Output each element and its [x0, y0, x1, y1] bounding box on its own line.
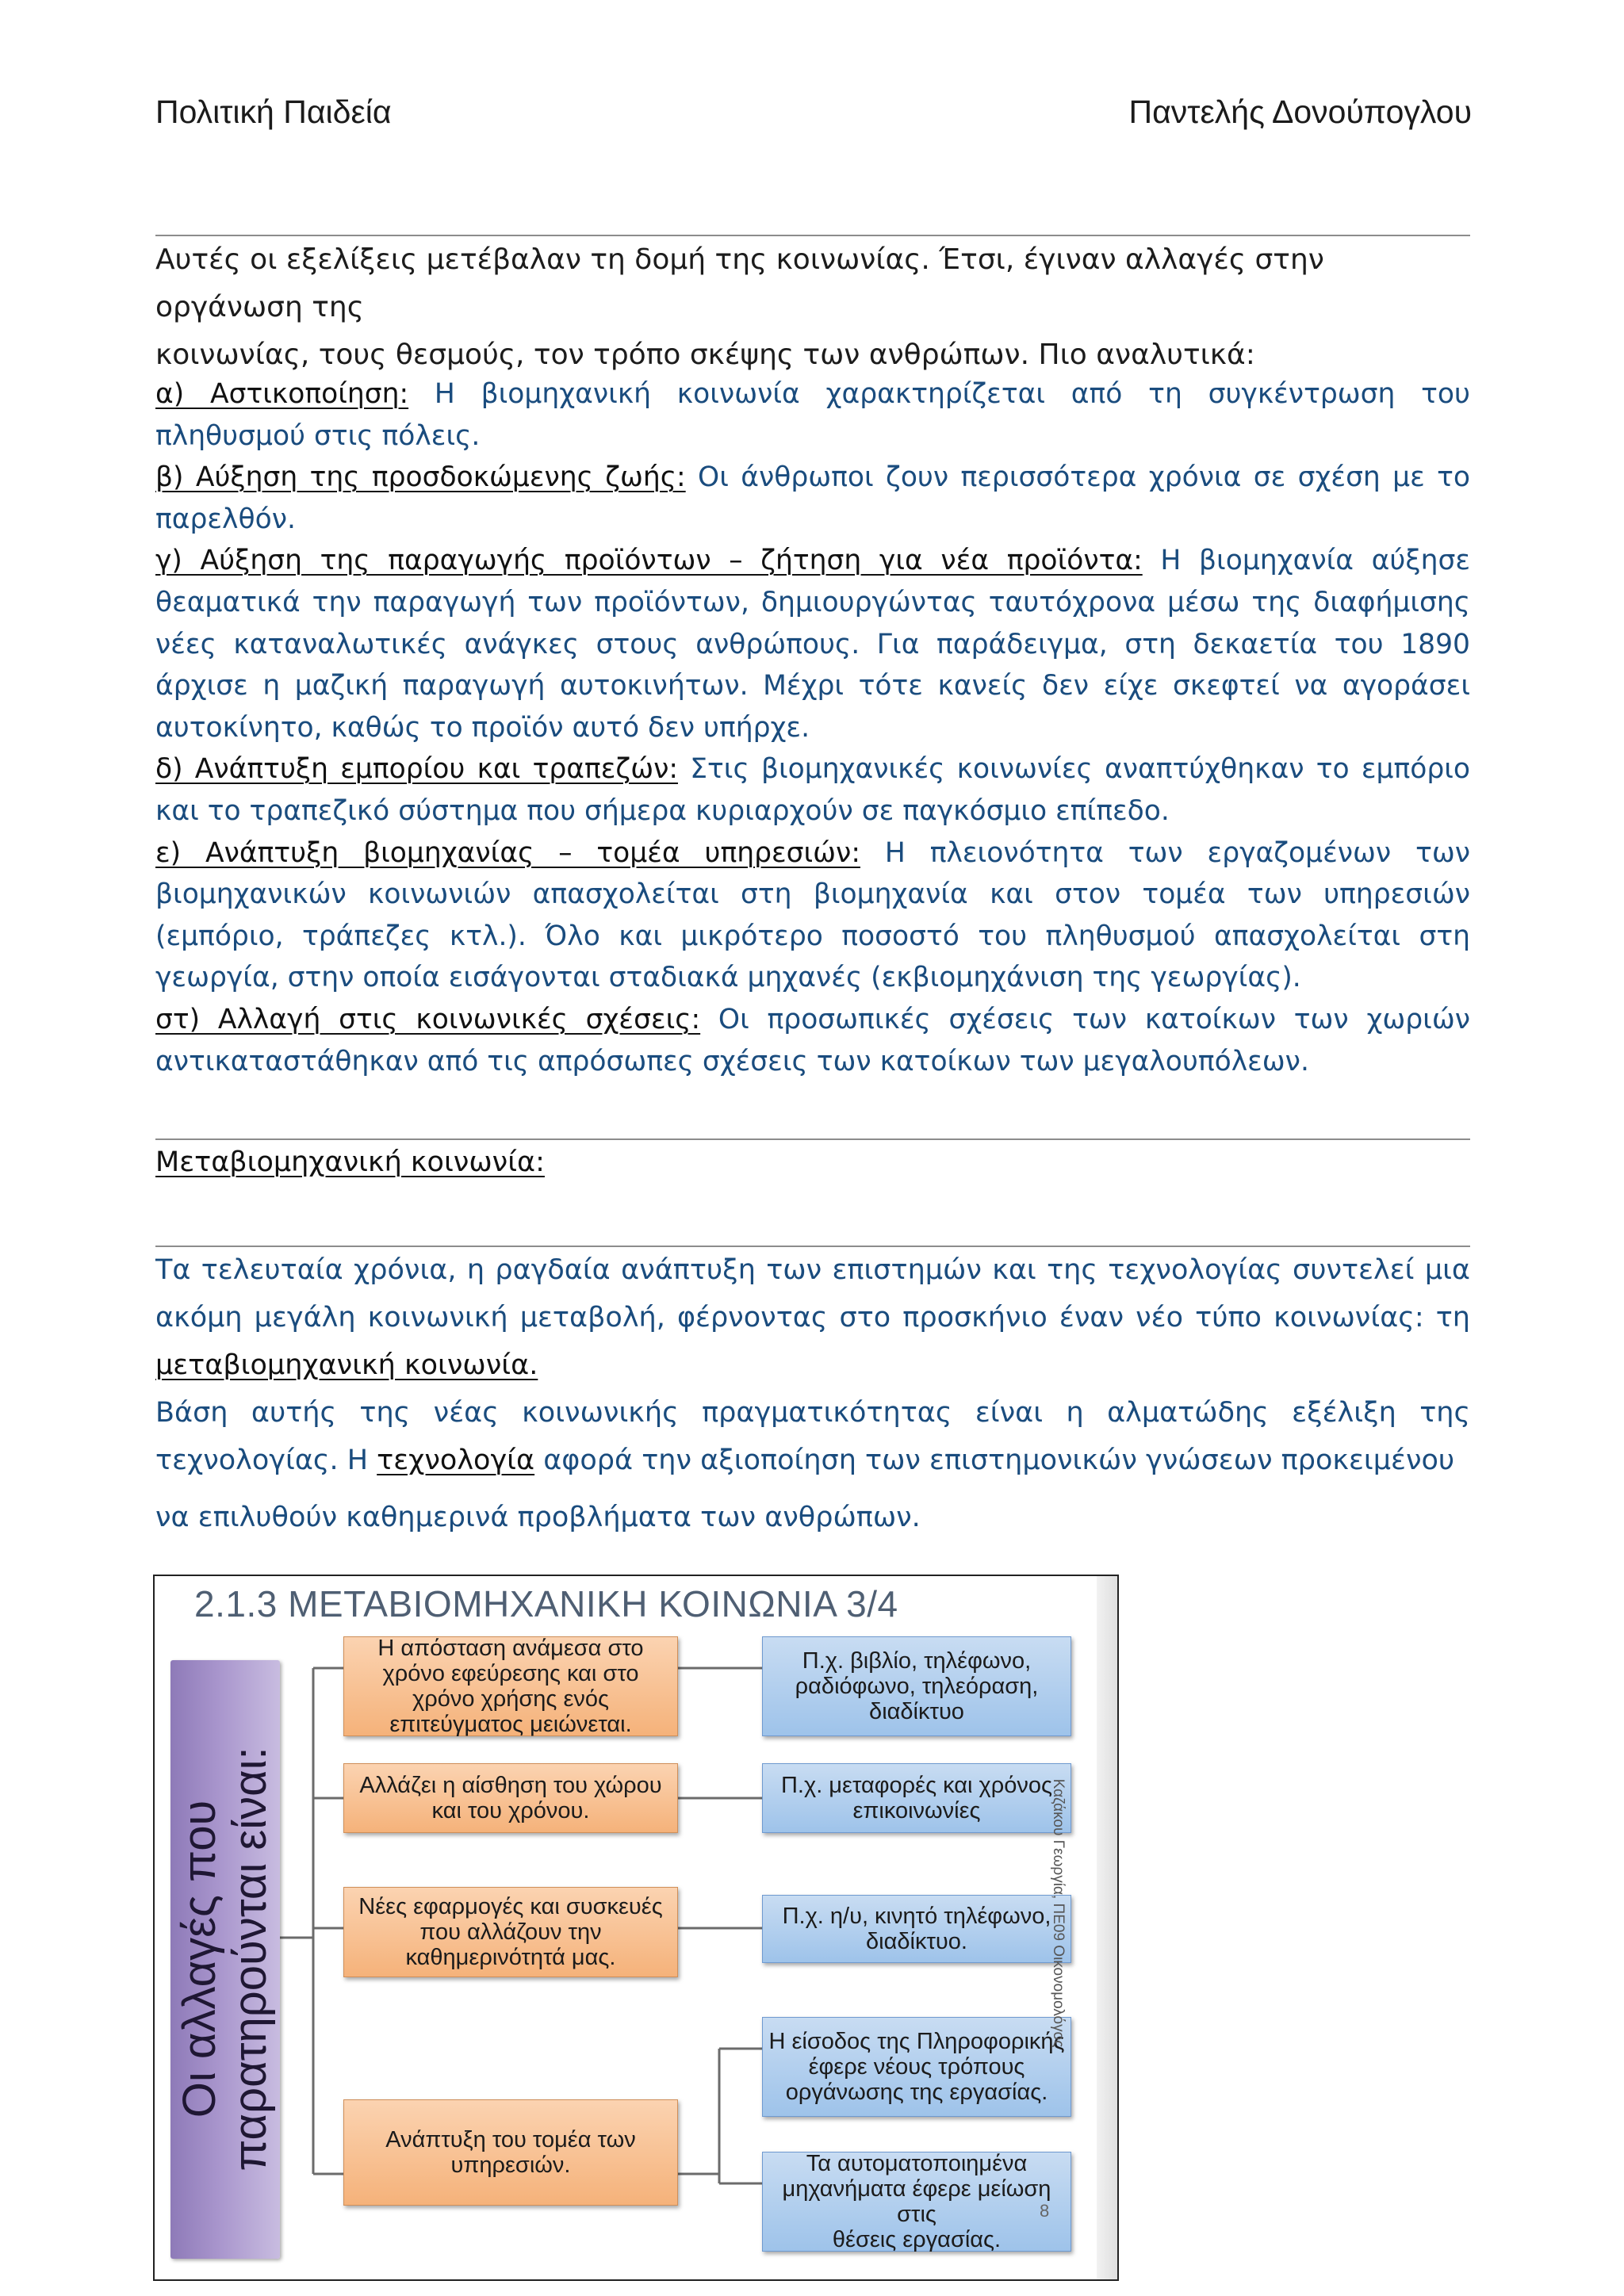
box-line: Π.χ. βιβλίο, τηλέφωνο,: [802, 1648, 1032, 1674]
box-line: Η είσοδος της Πληροφορικής: [768, 2029, 1065, 2054]
box-line: ραδιόφωνο, τηλεόραση,: [795, 1674, 1039, 1699]
term-link: τεχνολογία: [377, 1445, 535, 1476]
item-text: Οι προσωπικές σχέσεις των κατοίκων των χωριών αντικαταστάθηκαν από τις απρόσωπες σχέσεις των κατοίκων των μεγαλουπόλεων.: [155, 1003, 1470, 1077]
list-item: [155, 748, 1470, 832]
box-line: που αλλάζουν την: [419, 1919, 602, 1945]
list-item: [155, 540, 1470, 748]
item-label: δ) Ανάπτυξη εμπορίου και τραπεζών:: [155, 753, 678, 786]
box-line: θέσεις εργασίας.: [832, 2227, 1002, 2252]
item-label: β) Αύξηση της προσδοκώμενης ζωής:: [155, 461, 686, 494]
slide-page-number: 8: [1040, 2201, 1050, 2221]
example-box: [762, 2017, 1071, 2117]
item-text: Στις βιομηχανικές κοινωνίες αναπτύχθηκαν το εμπόριο και το τραπεζικό σύστημα που σήμερα κυριαρχούν σε παγκόσμιο επίπεδο.: [155, 753, 1470, 827]
list-item: [155, 832, 1470, 999]
box-line: χρόνο εφεύρεσης και στο: [382, 1661, 639, 1686]
box-line: διαδίκτυο.: [866, 1929, 967, 1954]
box-line: επιτεύγματος μειώνεται.: [389, 1712, 632, 1737]
post-industrial-section: [155, 1246, 1470, 1538]
box-line: Νέες εφαρμογές και συσκευές: [358, 1894, 663, 1919]
change-box: [343, 2099, 678, 2206]
header-author: Παντελής Δονούπογλου: [1128, 94, 1472, 130]
paragraph: [155, 1246, 1470, 1389]
paragraph-text: Βάση αυτής της νέας κοινωνικής πραγματικότητας είναι η αλματώδης εξέλιξη της τεχνολογίας. Η: [155, 1397, 1470, 1476]
intro-line: Αυτές οι εξελίξεις μετέβαλαν τη δομή της κοινωνίας. Έτσι, έγιναν αλλαγές στην οργάνωση της: [155, 243, 1324, 323]
box-line: οργάνωσης της εργασίας.: [785, 2080, 1048, 2105]
slide-title: 2.1.3 ΜΕΤΑΒΙΟΜΗΧΑΝΙΚΗ ΚΟΙΝΩΝΙΑ 3/4: [194, 1583, 898, 1624]
box-line: Η απόσταση ανάμεσα στο: [377, 1636, 644, 1661]
term-link: μεταβιομηχανική κοινωνία.: [155, 1349, 538, 1381]
item-text: Οι άνθρωποι ζουν περισσότερα χρόνια σε σχέση με το παρελθόν.: [155, 461, 1470, 535]
changes-list: [155, 373, 1470, 1082]
box-line: επικοινωνίες: [852, 1798, 981, 1823]
example-box: [762, 1636, 1071, 1736]
list-item: [155, 999, 1470, 1082]
item-label: ε) Ανάπτυξη βιομηχανίας – τομέα υπηρεσιών:: [155, 836, 860, 869]
paragraph: [155, 1389, 1470, 1484]
box-line: Τα αυτοματοποιημένα: [806, 2151, 1028, 2176]
box-line: και του χρόνου.: [431, 1798, 590, 1823]
divider: [155, 1138, 1470, 1140]
box-line: Π.χ. μεταφορές και χρόνος: [780, 1773, 1053, 1798]
change-box: [343, 1636, 678, 1736]
intro-paragraph: [155, 236, 1470, 379]
example-box: [762, 2152, 1071, 2252]
example-box: [762, 1895, 1071, 1963]
item-label: στ) Αλλαγή στις κοινωνικές σχέσεις:: [155, 1003, 701, 1035]
box-line: καθημερινότητά μας.: [405, 1945, 616, 1970]
paragraph-text: Τα τελευταία χρόνια, η ραγδαία ανάπτυξη των επιστημών και της τεχνολογίας συντελεί μια ακόμη μεγάλη κοινωνική μεταβολή, φέρνοντας στο προσκήνιο έναν νέο τύπο κοινωνίας: τη: [155, 1254, 1470, 1334]
example-box: [762, 1763, 1071, 1833]
box-line: χρόνο χρήσης ενός: [412, 1686, 609, 1712]
paragraph: να επιλυθούν καθημερινά προβλήματα των ανθρώπων.: [155, 1502, 921, 1533]
item-label: α) Αστικοποίηση:: [155, 378, 409, 410]
change-box: [343, 1763, 678, 1833]
box-line: διαδίκτυο: [869, 1699, 964, 1724]
slide-credit: Καζάκου Γεωργία, ΠΕ09 Οικονομολόγος: [1050, 1778, 1067, 2048]
changes-label-line: παρατηρούνται είναι:: [224, 1747, 276, 2172]
box-line: μηχανήματα έφερε μείωση στις: [782, 2176, 1051, 2227]
box-line: Αλλάζει η αίσθηση του χώρου: [359, 1773, 662, 1798]
paragraph-text: αφορά την αξιοποίηση των επιστημονικών γνώσεων προκειμένου: [534, 1445, 1455, 1476]
changes-label-line: Οι αλλαγές που: [174, 1800, 225, 2118]
box-line: Π.χ. η/υ, κινητό τηλέφωνο,: [782, 1904, 1051, 1929]
list-item: [155, 373, 1470, 457]
box-line: έφερε νέους τρόπους: [808, 2054, 1025, 2080]
header-subject: Πολιτική Παιδεία: [155, 94, 392, 130]
box-line: Ανάπτυξη του τομέα των: [385, 2127, 636, 2152]
changes-label: [174, 1674, 276, 2244]
list-item: [155, 457, 1470, 540]
slide-figure: [153, 1575, 1119, 2281]
item-text: Η βιομηχανία αύξησε θεαματικά την παραγωγή των προϊόντων, δημιουργώντας ταυτόχρονα μέσω της διαφήμισης νέες καταναλωτικές ανάγκες στους ανθρώπους. Για παράδειγμα, στη δεκαετία του 1890 άρχισε η μαζική παραγωγή αυτοκινήτων. Μέχρι τότε κανείς δεν είχε σκεφτεί να αγοράσει αυτοκίνητο, καθώς το προϊόν αυτό δεν υπήρχε.: [155, 545, 1471, 744]
item-text: Η βιομηχανική κοινωνία χαρακτηρίζεται από τη συγκέντρωση του πληθυσμού στις πόλεις.: [155, 378, 1470, 452]
change-box: [343, 1887, 678, 1977]
box-line: υπηρεσιών.: [450, 2152, 571, 2178]
section-title: Μεταβιομηχανική κοινωνία:: [155, 1146, 545, 1178]
item-text: Η πλειονότητα των εργαζομένων των βιομηχανικών κοινωνιών απασχολείται στη βιομηχανία και στον τομέα των υπηρεσιών (εμπόριο, τράπεζες κτλ.). Όλο και μικρότερο ποσοστό του πληθυσμού απασχολείται στη γεωργία, στην οποία εισάγονται σταδιακά μηχανές (εκβιομηχάνιση της γεωργίας).: [155, 836, 1470, 994]
item-label: γ) Αύξηση της παραγωγής προϊόντων – ζήτηση για νέα προϊόντα:: [155, 545, 1143, 577]
intro-line: κοινωνίας, τους θεσμούς, τον τρόπο σκέψης των ανθρώπων. Πιο αναλυτικά:: [155, 339, 1255, 371]
